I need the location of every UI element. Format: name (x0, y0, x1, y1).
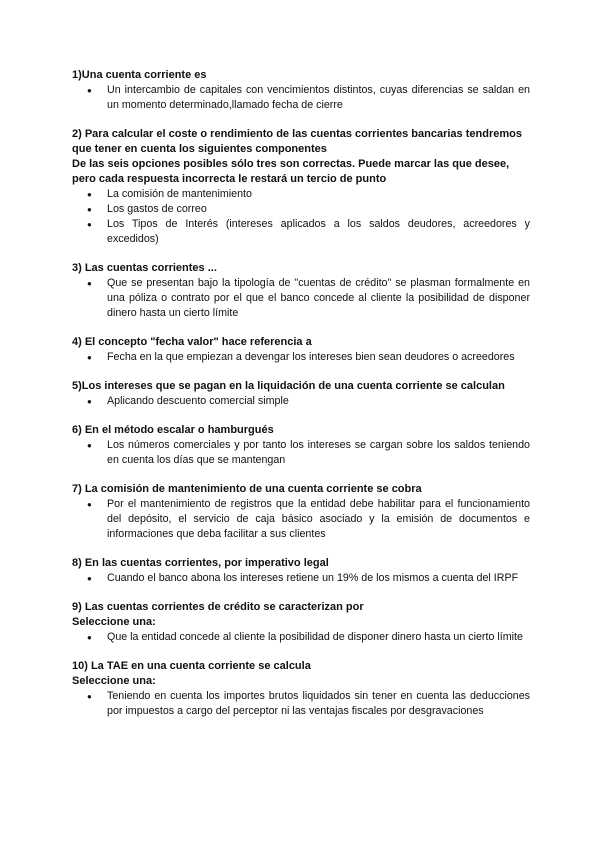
question-block (72, 261, 530, 321)
answer-item: ● Un intercambio de capitales con vencimientos distintos, cuyas diferencias se saldan en un momento determinado,llamado fecha de cierre (107, 83, 530, 113)
question-text: 9) Las cuentas corrientes de crédito se caracterizan por (72, 601, 364, 613)
question-text: 7) La comisión de mantenimiento de una cuenta corriente se cobra (72, 483, 422, 495)
answer-item: ● Teniendo en cuenta los importes brutos liquidados sin tener en cuenta las deducciones por impuestos a cargo del perceptor ni las ventajas fiscales por desgravaciones (107, 689, 530, 719)
question-instruction: De las seis opciones posibles sólo tres son correctas. Puede marcar las que desee, pero cada respuesta incorrecta le restará un tercio de punto (72, 158, 510, 185)
question-title (72, 659, 530, 689)
question-title (72, 423, 530, 438)
question-text: 6) En el método escalar o hamburgués (72, 424, 274, 436)
question-block (72, 68, 530, 113)
question-title (72, 127, 530, 187)
answer-item: ● Los gastos de correo (107, 202, 530, 217)
question-block (72, 423, 530, 468)
answer-list (72, 187, 530, 247)
question-block (72, 127, 530, 247)
question-text: 4) El concepto "fecha valor" hace referencia a (72, 336, 312, 348)
question-block (72, 600, 530, 645)
question-title (72, 600, 530, 630)
question-instruction: Seleccione una: (72, 675, 156, 687)
question-title (72, 261, 530, 276)
question-title (72, 379, 530, 394)
question-title (72, 556, 530, 571)
answer-item: ● Que la entidad concede al cliente la posibilidad de disponer dinero hasta un cierto límite (107, 630, 530, 645)
question-block (72, 659, 530, 719)
question-text: 3) Las cuentas corrientes ... (72, 262, 217, 274)
answer-item: ● Fecha en la que empiezan a devengar los intereses bien sean deudores o acreedores (107, 350, 530, 365)
answer-list (72, 689, 530, 719)
question-title (72, 482, 530, 497)
answer-item: ● Los números comerciales y por tanto los intereses se cargan sobre los saldos teniendo en cuenta los días que se mantengan (107, 438, 530, 468)
question-text: 10) La TAE en una cuenta corriente se calcula (72, 660, 311, 672)
answer-list (72, 83, 530, 113)
question-block (72, 335, 530, 365)
answer-list (72, 630, 530, 645)
answer-item: ● Cuando el banco abona los intereses retiene un 19% de los mismos a cuenta del IRPF (107, 571, 530, 586)
question-title (72, 335, 530, 350)
question-instruction: Seleccione una: (72, 616, 156, 628)
answer-list (72, 438, 530, 468)
question-text: 5)Los intereses que se pagan en la liquidación de una cuenta corriente se calculan (72, 380, 505, 392)
question-block (72, 556, 530, 586)
answer-list (72, 394, 530, 409)
question-text: 8) En las cuentas corrientes, por imperativo legal (72, 557, 329, 569)
question-title (72, 68, 530, 83)
question-block (72, 379, 530, 409)
answer-item: ● La comisión de mantenimiento (107, 187, 530, 202)
answer-list (72, 350, 530, 365)
question-block (72, 482, 530, 542)
answer-item: ● Aplicando descuento comercial simple (107, 394, 530, 409)
question-text: 1)Una cuenta corriente es (72, 69, 207, 81)
answer-item: ● Que se presentan bajo la tipología de "cuentas de crédito" se plasman formalmente en una póliza o contrato por el que el banco concede al cliente la posibilidad de disponer dinero hasta un cierto límite (107, 276, 530, 321)
answer-item: ● Por el mantenimiento de registros que la entidad debe habilitar para el funcionamiento del depósito, el servicio de caja básico asociado y la emisión de documentos e informaciones que deba facilitar a sus clientes (107, 497, 530, 542)
answer-list (72, 571, 530, 586)
answer-list (72, 497, 530, 542)
question-text: 2) Para calcular el coste o rendimiento de las cuentas corrientes bancarias tendremos que tener en cuenta los siguientes componentes (72, 128, 522, 155)
answer-list (72, 276, 530, 321)
answer-item: ● Los Tipos de Interés (intereses aplicados a los saldos deudores, acreedores y excedidos) (107, 217, 530, 247)
